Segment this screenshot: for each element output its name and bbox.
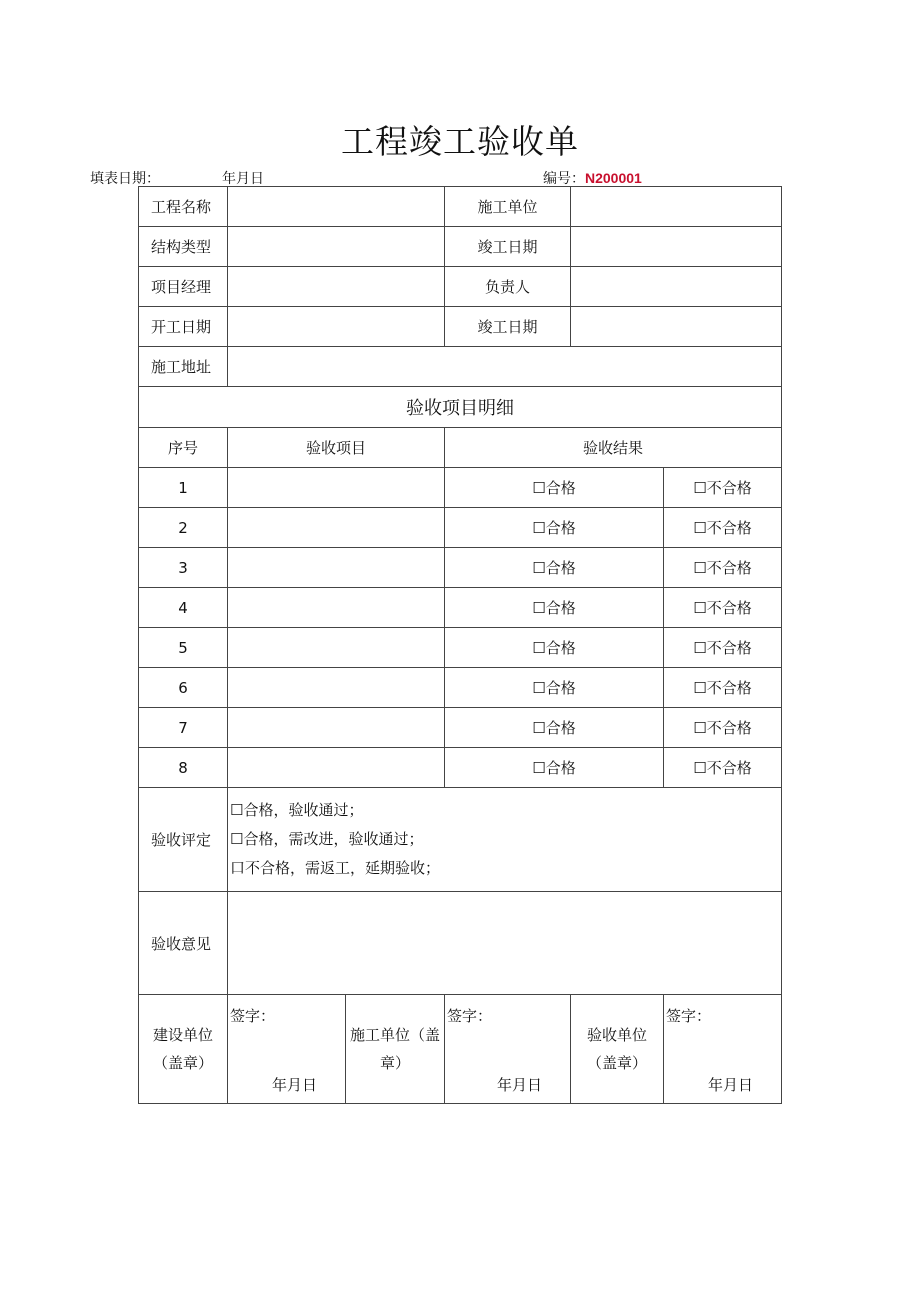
- fail-checkbox[interactable]: ☐不合格: [664, 468, 782, 508]
- construct-unit-sign-box[interactable]: [445, 995, 571, 1104]
- row-number: 6: [139, 668, 228, 708]
- row-project-name: [139, 187, 782, 227]
- row-number: 7: [139, 708, 228, 748]
- start-date-field[interactable]: [228, 307, 445, 347]
- evaluation-option-pass[interactable]: ☐合格，验收通过；: [230, 801, 364, 819]
- completion-date-field[interactable]: [571, 227, 782, 267]
- fill-date-value[interactable]: 年月日: [222, 171, 264, 187]
- construction-unit-label: 施工单位: [445, 187, 571, 227]
- fail-checkbox[interactable]: ☐不合格: [664, 748, 782, 788]
- project-name-field[interactable]: [228, 187, 445, 227]
- structure-type-field[interactable]: [228, 227, 445, 267]
- build-unit-seal: （盖章）: [152, 1054, 213, 1072]
- table-row: [139, 508, 782, 548]
- fail-checkbox[interactable]: ☐不合格: [664, 708, 782, 748]
- row-opinion: [139, 892, 782, 995]
- pass-checkbox[interactable]: ☐合格: [445, 468, 664, 508]
- project-manager-label: 项目经理: [139, 267, 228, 307]
- project-name-label: 工程名称: [139, 187, 228, 227]
- row-evaluation: [139, 788, 782, 892]
- table-row: [139, 468, 782, 508]
- accept-unit-sign-box[interactable]: [664, 995, 782, 1104]
- build-unit-name: 建设单位: [152, 1026, 213, 1044]
- pass-checkbox[interactable]: ☐合格: [445, 628, 664, 668]
- completion-date-2-label: 竣工日期: [445, 307, 571, 347]
- completion-date-2-field[interactable]: [571, 307, 782, 347]
- item-field[interactable]: [228, 668, 445, 708]
- start-date-label: 开工日期: [139, 307, 228, 347]
- item-field[interactable]: [228, 708, 445, 748]
- row-detail-headers: [139, 428, 782, 468]
- fill-date-label: 填表日期：: [90, 171, 160, 187]
- build-unit-sign-date: 年月日: [271, 1076, 317, 1094]
- item-header: 验收项目: [228, 428, 445, 468]
- item-field[interactable]: [228, 628, 445, 668]
- opinion-label: 验收意见: [139, 892, 228, 995]
- pass-checkbox[interactable]: ☐合格: [445, 708, 664, 748]
- pass-checkbox[interactable]: ☐合格: [445, 588, 664, 628]
- table-row: [139, 548, 782, 588]
- pass-checkbox[interactable]: ☐合格: [445, 748, 664, 788]
- address-field[interactable]: [228, 347, 782, 387]
- row-address: [139, 347, 782, 387]
- accept-unit-sign-label: 签字：: [666, 1007, 712, 1025]
- evaluation-option-fail[interactable]: 口不合格，需返工，延期验收；: [230, 859, 441, 877]
- structure-type-label: 结构类型: [139, 227, 228, 267]
- pass-checkbox[interactable]: ☐合格: [445, 548, 664, 588]
- build-unit-sign-label: 签字：: [230, 1007, 276, 1025]
- accept-unit-sign-date: 年月日: [707, 1076, 753, 1094]
- person-in-charge-label: 负责人: [445, 267, 571, 307]
- construct-unit-label: [346, 995, 445, 1104]
- item-field[interactable]: [228, 468, 445, 508]
- item-field[interactable]: [228, 508, 445, 548]
- row-number: 4: [139, 588, 228, 628]
- serial-number-value: N200001: [585, 170, 642, 186]
- project-manager-field[interactable]: [228, 267, 445, 307]
- item-field[interactable]: [228, 588, 445, 628]
- pass-checkbox[interactable]: ☐合格: [445, 508, 664, 548]
- construct-unit-sign-date: 年月日: [496, 1076, 542, 1094]
- row-number: 5: [139, 628, 228, 668]
- build-unit-label: [139, 995, 228, 1104]
- fail-checkbox[interactable]: ☐不合格: [664, 668, 782, 708]
- construct-unit-seal: 章）: [379, 1054, 410, 1072]
- construct-unit-sign-label: 签字：: [447, 1007, 493, 1025]
- fail-checkbox[interactable]: ☐不合格: [664, 508, 782, 548]
- row-signatures: [139, 995, 782, 1104]
- row-number: 1: [139, 468, 228, 508]
- table-row: [139, 708, 782, 748]
- table-row: [139, 588, 782, 628]
- table-row: [139, 628, 782, 668]
- row-number: 3: [139, 548, 228, 588]
- item-field[interactable]: [228, 748, 445, 788]
- opinion-field[interactable]: [228, 892, 782, 995]
- evaluation-label: 验收评定: [139, 788, 228, 892]
- completion-date-label: 竣工日期: [445, 227, 571, 267]
- row-project-manager: [139, 267, 782, 307]
- person-in-charge-field[interactable]: [571, 267, 782, 307]
- pass-checkbox[interactable]: ☐合格: [445, 668, 664, 708]
- accept-unit-seal: （盖章）: [586, 1054, 647, 1072]
- item-field[interactable]: [228, 548, 445, 588]
- table-row: [139, 668, 782, 708]
- address-label: 施工地址: [139, 347, 228, 387]
- row-number: 2: [139, 508, 228, 548]
- construct-unit-name: 施工单位（盖: [349, 1026, 440, 1044]
- evaluation-options: [228, 788, 782, 892]
- document-title: 工程竣工验收单: [341, 122, 579, 161]
- evaluation-option-improve[interactable]: ☐合格，需改进，验收通过；: [230, 830, 424, 848]
- acceptance-form-table: [138, 186, 782, 1104]
- fail-checkbox[interactable]: ☐不合格: [664, 628, 782, 668]
- section-title: 验收项目明细: [139, 387, 782, 428]
- build-unit-sign-box[interactable]: [228, 995, 346, 1104]
- fail-checkbox[interactable]: ☐不合格: [664, 588, 782, 628]
- accept-unit-name: 验收单位: [586, 1026, 647, 1044]
- row-number: 8: [139, 748, 228, 788]
- row-start-date: [139, 307, 782, 347]
- construction-unit-field[interactable]: [571, 187, 782, 227]
- row-section-title: [139, 387, 782, 428]
- row-structure-type: [139, 227, 782, 267]
- fail-checkbox[interactable]: ☐不合格: [664, 548, 782, 588]
- serial-number: [543, 168, 642, 188]
- seq-header: 序号: [139, 428, 228, 468]
- serial-number-label: 编号：: [543, 171, 585, 187]
- accept-unit-label: [571, 995, 664, 1104]
- table-row: [139, 748, 782, 788]
- result-header: 验收结果: [445, 428, 782, 468]
